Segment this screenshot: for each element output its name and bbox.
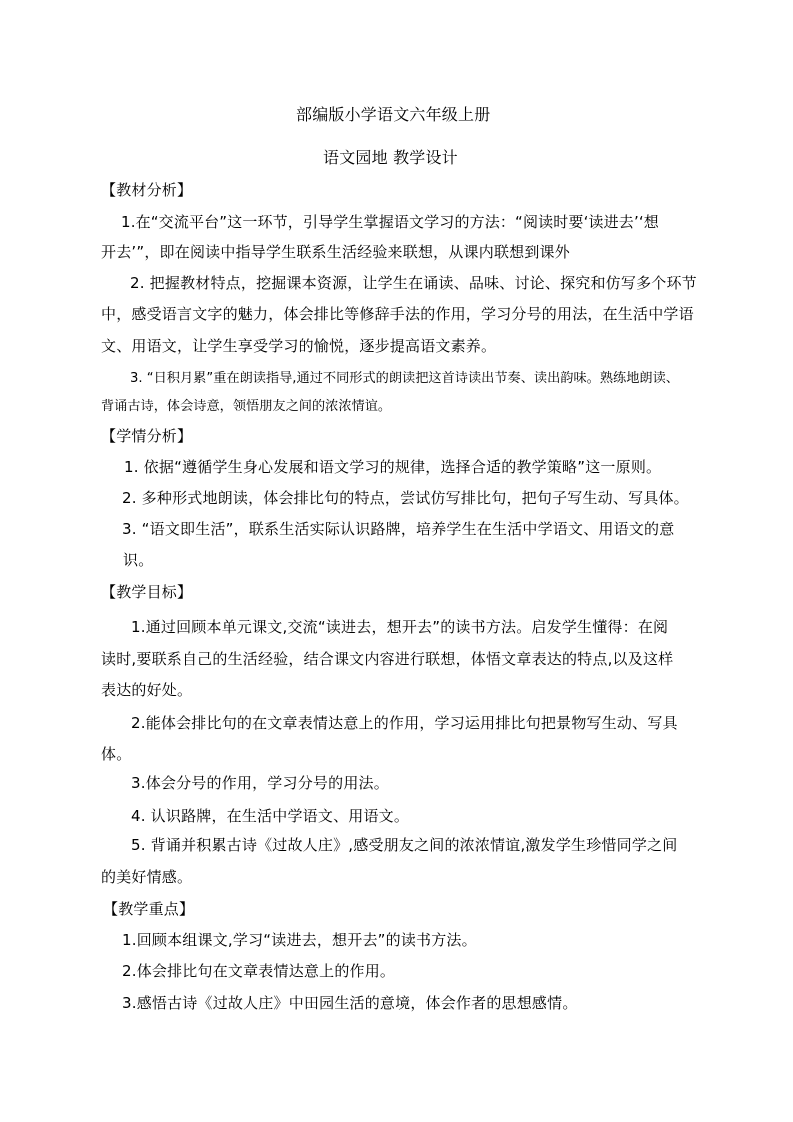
paragraph-line: 5. 背诵并积累古诗《过故人庄》,感受朋友之间的浓浓情谊,激发学生珍惜同学之间 [131,836,678,854]
paragraph-line: 1.在“交流平台”这一环节，引导学生掌握语文学习的方法：“阅读时要‘读进去’‘想 [121,213,659,231]
paragraph-line: 背诵古诗，体会诗意，领悟朋友之间的浓浓情谊。 [101,399,392,414]
section-heading: 【教学重点】 [103,900,195,918]
paragraph-line: 1. 依据“遵循学生身心发展和语文学习的规律，选择合适的教学策略”这一原则。 [124,458,662,476]
paragraph-line: 2.体会排比句在文章表情达意上的作用。 [122,962,396,980]
section-heading: 【教材分析】 [101,181,193,199]
paragraph-line: 2.能体会排比句的在文章表情达意上的作用，学习运用排比句把景物写生动、写具 [131,714,678,732]
paragraph-line: 文、用语文，让学生享受学习的愉悦，逐步提高语文素养。 [101,337,497,355]
paragraph-line: 3.体会分号的作用，学习分号的用法。 [131,774,389,792]
paragraph-line: 中，感受语言文字的魅力，体会排比等修辞手法的作用，学习分号的用法，在生活中学语 [101,305,694,323]
paragraph-line: 3. “日积月累”重在朗读指导,通过不同形式的朗读把这首诗读出节奏、读出韵味。熟练地朗读、 [130,371,679,386]
paragraph-line: 体。 [101,745,132,763]
document-title: 部编版小学语文六年级上册 [296,105,491,124]
paragraph-line: 2. 把握教材特点，挖掘课本资源，让学生在诵读、品味、讨论、探究和仿写多个环节 [130,274,697,292]
paragraph-line: 开去’”，即在阅读中指导学生联系生活经验来联想，从课内联想到课外 [101,243,570,261]
paragraph-line: 识。 [123,551,154,569]
paragraph-line: 2. 多种形式地朗读，体会排比句的特点，尝试仿写排比句，把句子写生动、写具体。 [122,489,689,507]
paragraph-line: 3. “语文即生活”，联系生活实际认识路牌，培养学生在生活中学语文、用语文的意 [122,520,675,538]
document-subtitle: 语文园地 教学设计 [323,148,458,167]
paragraph-line: 1.回顾本组课文,学习“读进去，想开去”的读书方法。 [122,931,477,949]
paragraph-line: 1.通过回顾本单元课文,交流“读进去，想开去”的读书方法。启发学生懂得：在阅 [131,618,669,636]
paragraph-line: 读时,要联系自己的生活经验，结合课文内容进行联想，体悟文章表达的特点,以及这样 [101,650,674,668]
section-heading: 【教学目标】 [101,583,193,601]
paragraph-line: 的美好情感。 [101,868,193,886]
paragraph-line: 3.感悟古诗《过故人庄》中田园生活的意境，体会作者的思想感情。 [122,994,578,1012]
paragraph-line: 4. 认识路牌，在生活中学语文、用语文。 [131,807,410,825]
section-heading: 【学情分析】 [101,427,193,445]
paragraph-line: 表达的好处。 [101,681,193,699]
